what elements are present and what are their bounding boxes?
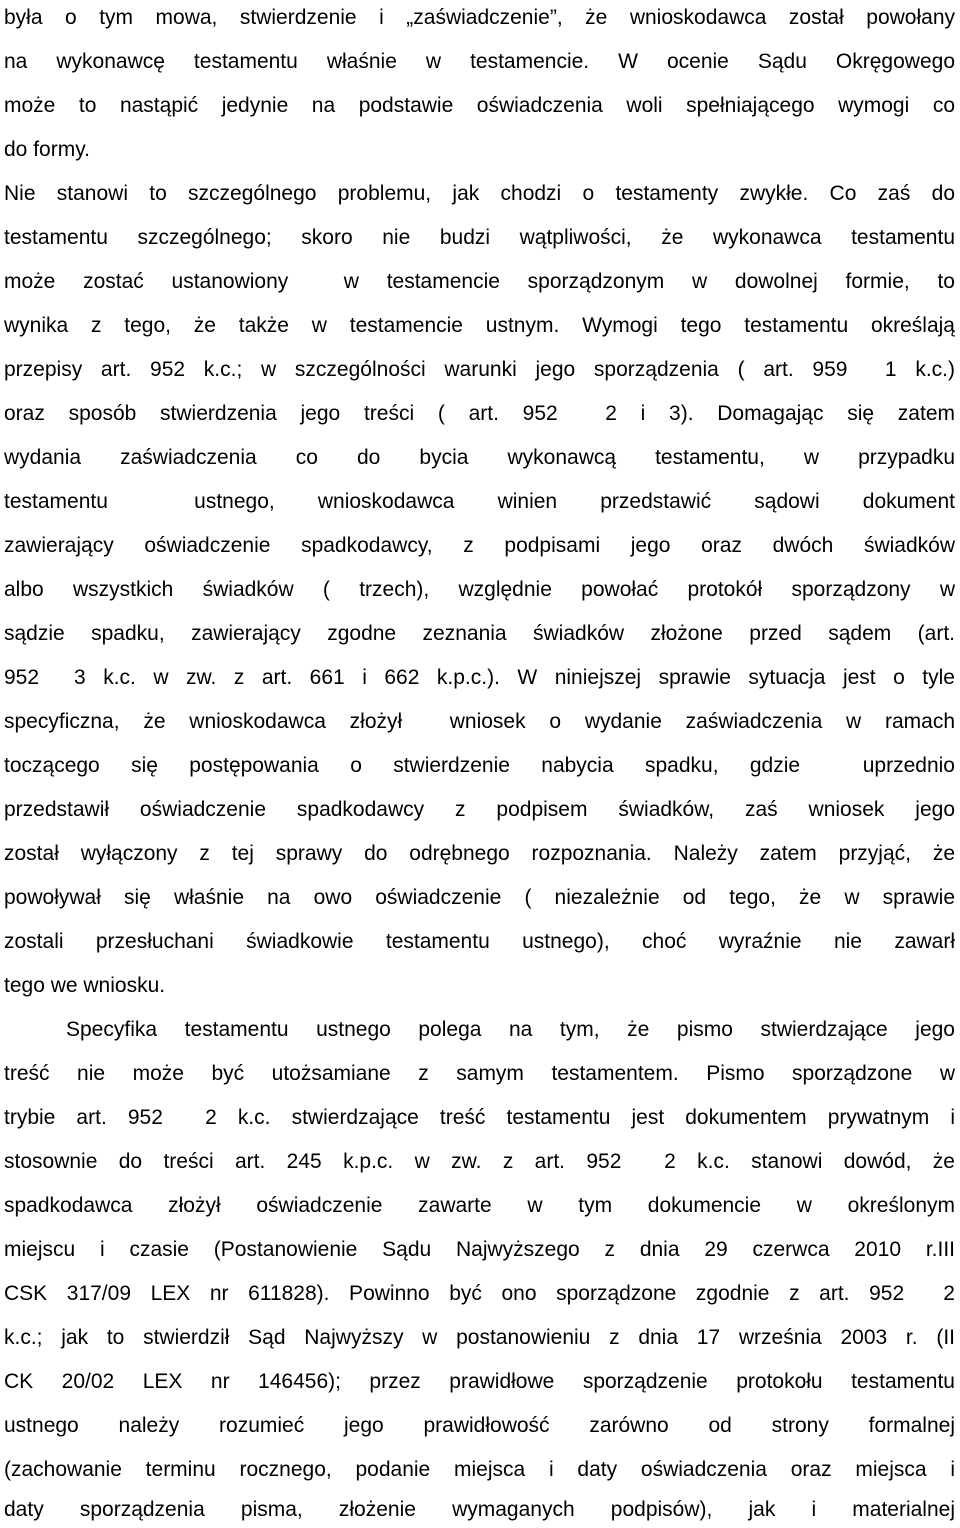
text-line: wydania zaświadczenia co do bycia wykonawcą testamentu, w przypadku — [4, 446, 955, 469]
text-line: treść nie może być utożsamiane z samym testamentem. Pismo sporządzone w — [4, 1062, 955, 1085]
text-line: zawierający oświadczenie spadkodawcy, z podpisami jego oraz dwóch świadków — [4, 534, 955, 557]
text-line: stosownie do treści art. 245 k.p.c. w zw. z art. 952 2 k.c. stanowi dowód, że — [4, 1150, 955, 1173]
text-line: do formy. — [4, 138, 90, 161]
text-line: testamentu szczególnego; skoro nie budzi wątpliwości, że wykonawca testamentu — [4, 226, 955, 249]
text-line: k.c.; jak to stwierdził Sąd Najwyższy w postanowieniu z dnia 17 września 2003 r. (II — [4, 1326, 955, 1349]
text-line: tego we wniosku. — [4, 974, 166, 997]
text-line: Nie stanowi to szczególnego problemu, jak chodzi o testamenty zwykłe. Co zaś do — [4, 182, 955, 205]
text-line: testamentu ustnego, wnioskodawca winien przedstawić sądowi dokument — [4, 490, 955, 513]
text-line: sądzie spadku, zawierający zgodne zeznania świadków złożone przed sądem (art. — [4, 622, 955, 645]
text-line: na wykonawcę testamentu właśnie w testamencie. W ocenie Sądu Okręgowego — [4, 50, 955, 73]
text-line: 952 3 k.c. w zw. z art. 661 i 662 k.p.c.). W niniejszej sprawie sytuacja jest o tyle — [4, 666, 955, 689]
text-line: była o tym mowa, stwierdzenie i „zaświadczenie”, że wnioskodawca został powołany — [4, 6, 955, 29]
text-line: CSK 317/09 LEX nr 611828). Powinno być ono sporządzone zgodnie z art. 952 2 — [4, 1282, 955, 1305]
text-line: ustnego należy rozumieć jego prawidłowość zarówno od strony formalnej — [4, 1414, 955, 1437]
text-line: toczącego się postępowania o stwierdzenie nabycia spadku, gdzie uprzednio — [4, 754, 955, 777]
text-line: daty sporządzenia pisma, złożenie wymaganych podpisów), jak i materialnej — [4, 1498, 955, 1521]
text-line: specyficzna, że wnioskodawca złożył wniosek o wydanie zaświadczenia w ramach — [4, 710, 955, 733]
text-line: powoływał się właśnie na owo oświadczenie ( niezależnie od tego, że w sprawie — [4, 886, 955, 909]
text-line: wynika z tego, że także w testamencie ustnym. Wymogi tego testamentu określają — [4, 314, 955, 337]
text-line: miejscu i czasie (Postanowienie Sądu Najwyższego z dnia 29 czerwca 2010 r.III — [4, 1238, 955, 1261]
text-line: (zachowanie terminu rocznego, podanie miejsca i daty oświadczenia oraz miejsca i — [4, 1458, 955, 1481]
text-line: Specyfika testamentu ustnego polega na tym, że pismo stwierdzające jego — [66, 1018, 955, 1041]
text-line: trybie art. 952 2 k.c. stwierdzające treść testamentu jest dokumentem prywatnym i — [4, 1106, 955, 1129]
text-line: został wyłączony z tej sprawy do odrębnego rozpoznania. Należy zatem przyjąć, że — [4, 842, 955, 865]
text-line: CK 20/02 LEX nr 146456); przez prawidłowe sporządzenie protokołu testamentu — [4, 1370, 955, 1393]
text-line: może zostać ustanowiony w testamencie sporządzonym w dowolnej formie, to — [4, 270, 955, 293]
text-line: przepisy art. 952 k.c.; w szczególności warunki jego sporządzenia ( art. 959 1 k.c.) — [4, 358, 955, 381]
text-line: przedstawił oświadczenie spadkodawcy z podpisem świadków, zaś wniosek jego — [4, 798, 955, 821]
text-line: może to nastąpić jedynie na podstawie oświadczenia woli spełniającego wymogi co — [4, 94, 955, 117]
text-line: albo wszystkich świadków ( trzech), względnie powołać protokół sporządzony w — [4, 578, 955, 601]
text-line: spadkodawca złożył oświadczenie zawarte w tym dokumencie w określonym — [4, 1194, 955, 1217]
text-line: zostali przesłuchani świadkowie testamentu ustnego), choć wyraźnie nie zawarł — [4, 930, 955, 953]
text-line: oraz sposób stwierdzenia jego treści ( art. 952 2 i 3). Domagając się zatem — [4, 402, 955, 425]
